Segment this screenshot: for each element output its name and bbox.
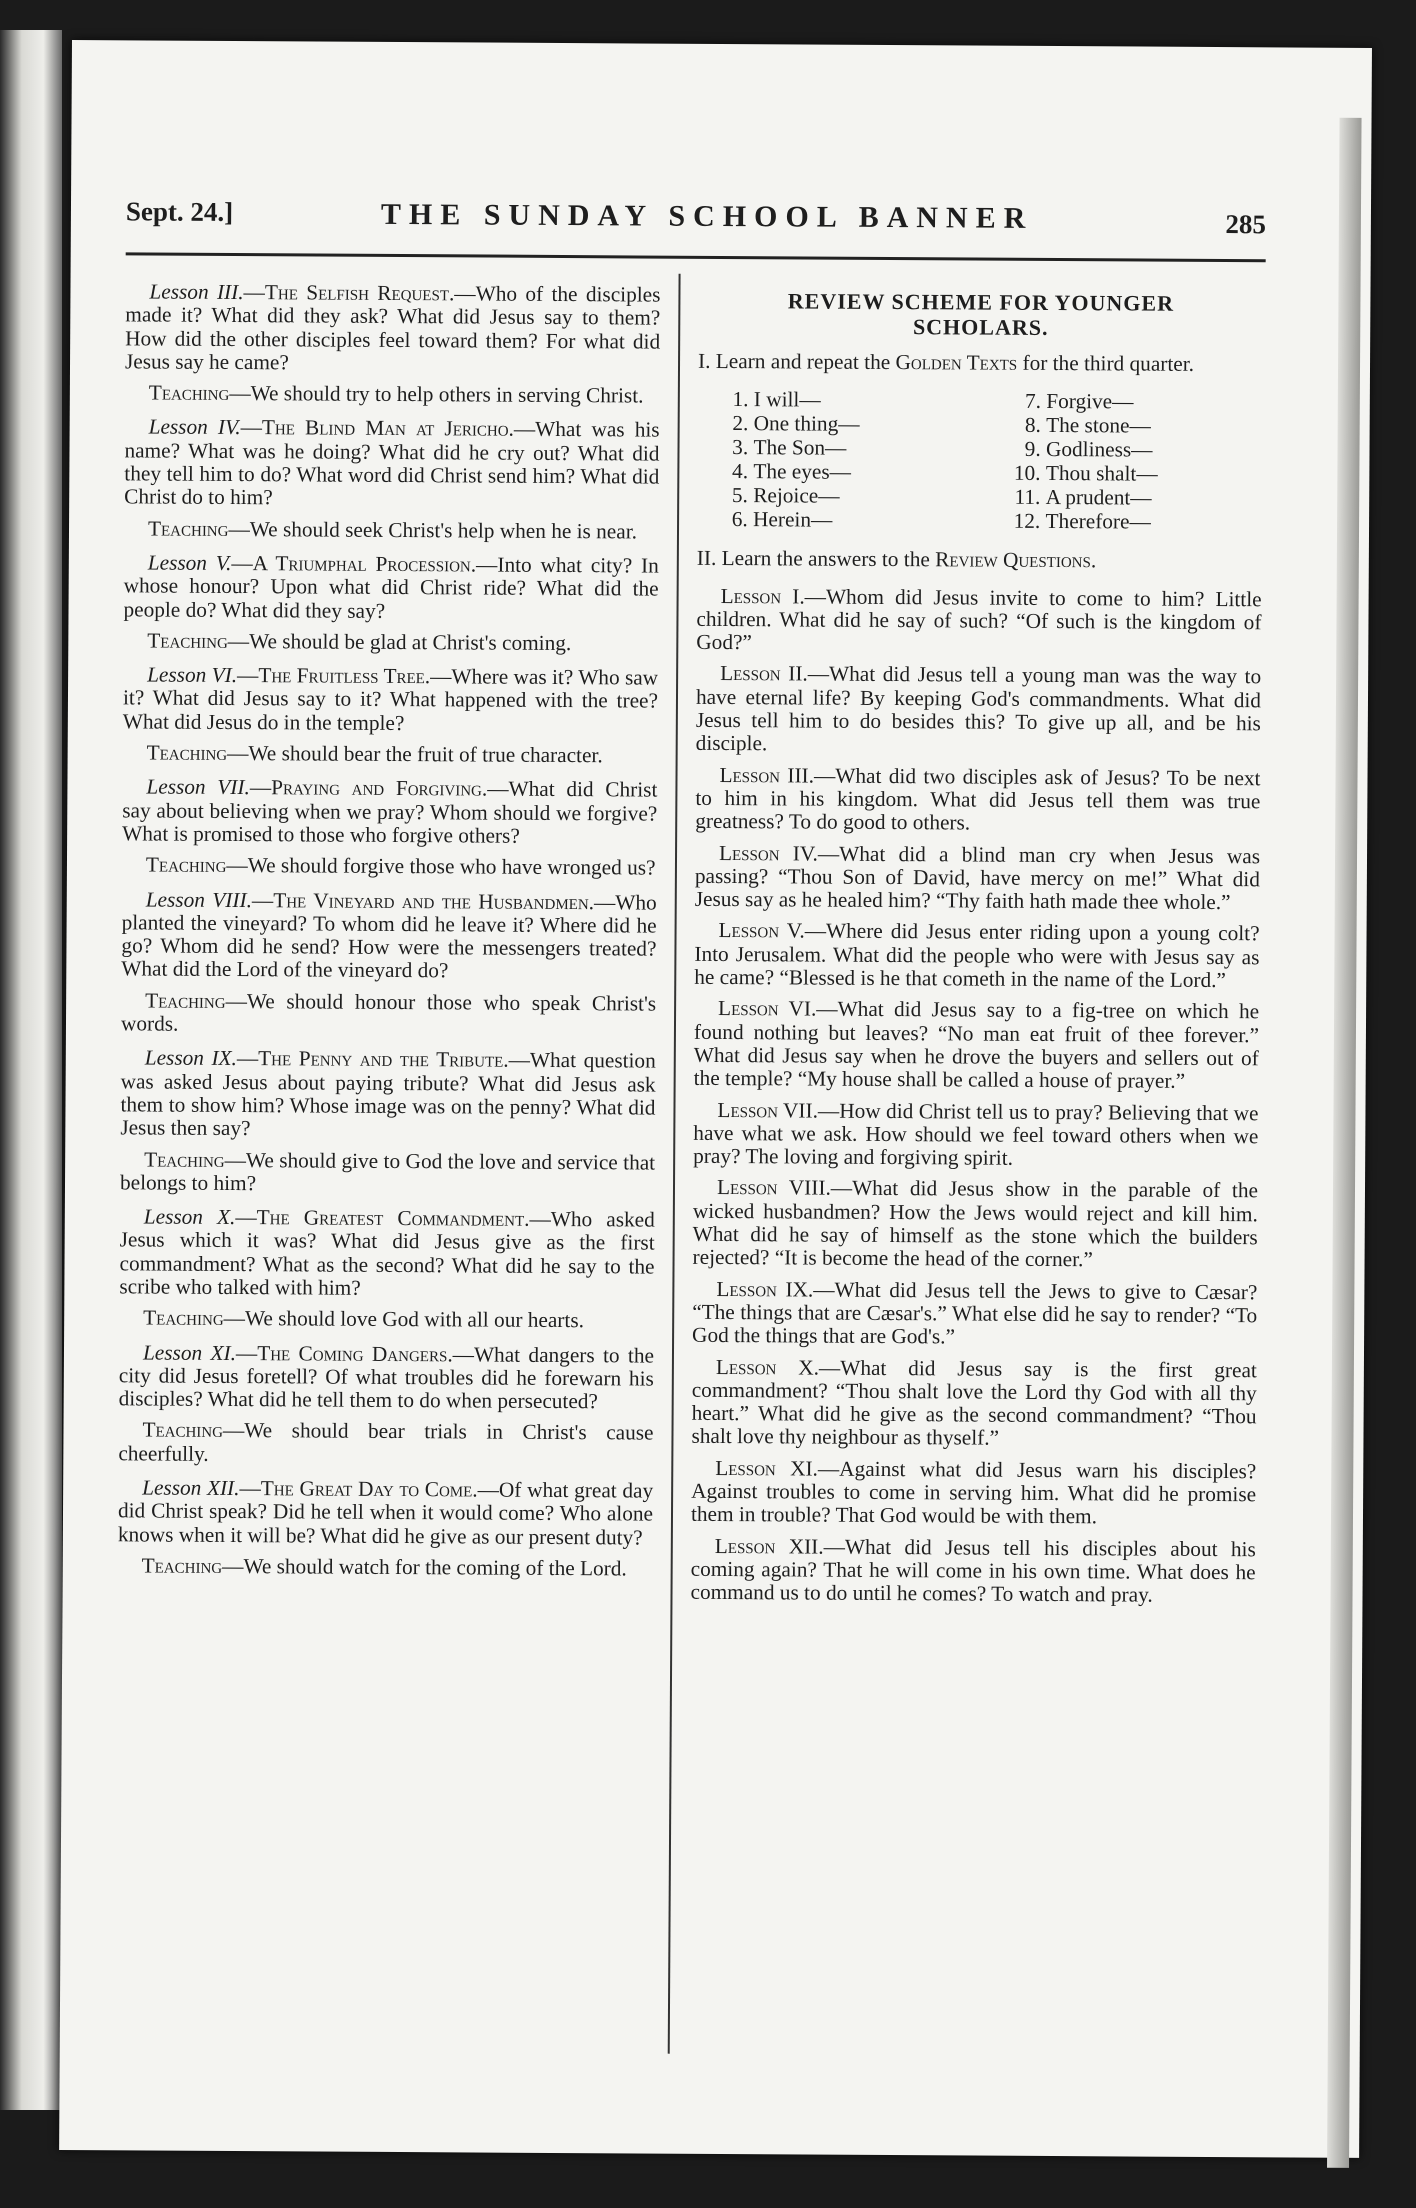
- dash: —: [430, 664, 452, 689]
- dash: —: [454, 281, 476, 306]
- column-divider: [668, 274, 681, 2054]
- dash: —: [222, 1553, 244, 1579]
- lesson-label: Lesson IX.: [144, 1045, 237, 1071]
- teaching-text: We should try to help others in serving Christ.: [250, 381, 644, 408]
- page-edge-shadow: [1327, 118, 1362, 2168]
- answer-text: What did Jesus tell his disciples about his coming again? That he will come in his own time. What does he command us to do until he comes? To watch and pray.: [690, 1534, 1256, 1607]
- answer-text: What did a blind man cry when Jesus was passing? “Thou Son of David, have mercy on me!” What did Jesus say as he healed him? “Thy faith hath made thee whole.”: [694, 841, 1261, 915]
- review-answer: [693, 1098, 1258, 1171]
- golden-text-item: 6. Herein—: [753, 507, 970, 532]
- teaching-line: [123, 741, 658, 768]
- answer-text: What did Jesus say is the first great commandment? “Thou shalt love the Lord thy God with all thy heart.” What did he give as the second commandment? “Thou shalt love thy neighbour as thyself.”: [691, 1355, 1257, 1451]
- dash: —: [452, 1341, 475, 1367]
- teaching-line: [122, 854, 657, 881]
- part-one-numeral: I.: [697, 348, 711, 373]
- golden-text-item: 8. The stone—: [1046, 413, 1263, 438]
- lesson-questions: What question was asked Jesus about paying tribute? What did Jesus ask them to show him? Whose image was on the penny? What did Jesus then say?: [120, 1048, 656, 1141]
- lesson-entry: [124, 416, 660, 512]
- teaching-text: We should give to God the love and service that belongs to him?: [119, 1147, 656, 1195]
- golden-texts-right: [1010, 389, 1263, 535]
- lesson-label: Lesson VII.: [146, 774, 250, 800]
- teaching-line: [124, 517, 659, 544]
- review-answer: [695, 841, 1260, 914]
- dash: —: [513, 417, 536, 442]
- teaching-label: Teaching: [146, 740, 228, 766]
- lesson-entry: [125, 280, 661, 376]
- lesson-label: Lesson III.: [149, 279, 244, 305]
- golden-text-item: 7. Forgive—: [1046, 389, 1263, 414]
- review-answer: [693, 1176, 1259, 1273]
- answer-lesson-label: Lesson IV.: [718, 840, 818, 866]
- golden-text-item: 12. Therefore—: [1046, 509, 1263, 534]
- lesson-title: Praying and Forgiving.: [271, 775, 488, 801]
- header-rule: [126, 252, 1266, 262]
- lesson-entry: [122, 776, 657, 849]
- golden-text-item: 10. Thou shalt—: [1046, 461, 1263, 486]
- dash: —: [487, 776, 509, 802]
- golden-text-item: 3. The Son—: [753, 435, 970, 460]
- teaching-line: [125, 382, 660, 409]
- teaching-text: We should seek Christ's help when he is near.: [249, 516, 638, 544]
- answer-lesson-label: Lesson III.: [719, 762, 815, 788]
- dash: —: [225, 988, 248, 1013]
- lesson-label: Lesson X.: [143, 1204, 236, 1230]
- review-answers: [690, 584, 1261, 1607]
- teaching-text: We should watch for the coming of the Lord.: [243, 1554, 627, 1581]
- teaching-line: [121, 989, 656, 1039]
- lesson-label: Lesson VI.: [147, 662, 238, 688]
- teaching-label: Teaching: [147, 516, 229, 541]
- answer-lesson-label: Lesson X.: [715, 1354, 820, 1380]
- teaching-label: Teaching: [144, 1146, 225, 1172]
- answer-lesson-label: Lesson II.: [720, 661, 808, 686]
- teaching-label: Teaching: [145, 988, 226, 1013]
- lesson-title: The Blind Man at Jericho.: [261, 415, 515, 442]
- teaching-label: Teaching: [147, 628, 228, 653]
- golden-text-item: 9. Godliness—: [1046, 437, 1263, 462]
- teaching-label: Teaching: [145, 852, 227, 878]
- golden-texts-list: [697, 387, 1263, 534]
- review-scheme-heading: REVIEW SCHEME FOR YOUNGER SCHOLARS.: [787, 288, 1175, 340]
- dash: —: [235, 1340, 258, 1365]
- golden-text-item: 1. I will—: [754, 387, 971, 412]
- lesson-entry: [123, 551, 658, 624]
- dash: —: [804, 584, 827, 609]
- dash: —: [816, 996, 838, 1022]
- teaching-line: [118, 1554, 653, 1581]
- answer-text: What did Jesus tell the Jews to give to Cæsar? “The things that are Cæsar's.” What else did he say to render? “To God the things that are God's.”: [692, 1277, 1258, 1349]
- lesson-questions: Who asked Jesus which it was? What did Jesus give as the first commandment? What as the second? What did he say to the scribe who talked with him?: [119, 1207, 655, 1300]
- answer-lesson-label: Lesson XI.: [715, 1455, 818, 1481]
- teaching-line: [120, 1148, 655, 1198]
- dash: —: [227, 628, 250, 653]
- answer-lesson-label: Lesson VII.: [717, 1097, 819, 1123]
- lesson-entry: [120, 1047, 656, 1143]
- dash: —: [251, 887, 274, 912]
- lesson-title: The Greatest Commandment.: [256, 1205, 530, 1231]
- answer-text: Against what did Jesus warn his disciples? Against troubles to come in serving him. What did he promise them in trouble? That God would be with them.: [690, 1456, 1257, 1529]
- lesson-questions: Of what great day did Christ speak? Did he tell when it would come? Who alone knows when it will be? What did he give as our present duty?: [117, 1477, 654, 1550]
- answer-lesson-label: Lesson VIII.: [716, 1175, 831, 1201]
- dash: —: [817, 1456, 840, 1481]
- review-answer: [696, 662, 1262, 759]
- answer-text: What did Jesus say to a fig-tree on which he found nothing but leaves? “No man eat fruit of thee forever.” What did Jesus say when he drove the buyers and sellers out of the temple? “My house shall be called a house of prayer.”: [693, 997, 1260, 1094]
- part-two-instruction: [697, 547, 1262, 574]
- dash: —: [813, 1277, 835, 1302]
- teaching-line: [118, 1419, 653, 1469]
- dash: —: [529, 1206, 551, 1232]
- part-two-text: Learn the answers to the: [721, 546, 930, 572]
- review-scheme-column: [690, 284, 1263, 1616]
- answer-text: What did Jesus tell a young man was the way to have eternal life? By keeping God's commandments. What did Jesus tell him to do besides this? To give up all, and be his disciple.: [695, 662, 1262, 756]
- review-answer: [690, 1534, 1255, 1607]
- lesson-label: Lesson XI.: [142, 1340, 237, 1365]
- review-answer: [691, 1456, 1256, 1529]
- dash: —: [231, 550, 253, 576]
- review-answer: [696, 584, 1261, 657]
- lesson-title: The Coming Dangers.: [257, 1340, 453, 1366]
- dash: —: [236, 663, 259, 688]
- lesson-entry: [119, 1205, 655, 1301]
- journal-title: THE SUNDAY SCHOOL BANNER: [380, 197, 1034, 235]
- lesson-title: A Triumphal Procession.: [252, 551, 477, 577]
- review-answer: [692, 1277, 1257, 1350]
- dash: —: [813, 763, 836, 788]
- dash: —: [823, 1534, 846, 1559]
- dash: —: [227, 741, 249, 766]
- dash: —: [224, 1147, 247, 1172]
- teaching-text: We should forgive those who have wronged us?: [247, 853, 656, 880]
- golden-text-item: 4. The eyes—: [753, 459, 970, 484]
- review-answer: [691, 1355, 1257, 1452]
- lesson-title: The Fruitless Tree.: [258, 663, 431, 689]
- teaching-text: We should be glad at Christ's coming.: [249, 628, 572, 655]
- lesson-questions: What was his name? What was he doing? What did he cry out? What did they tell him to do? What word did Christ send him? What did Christ do to him?: [124, 417, 660, 510]
- answer-text: What did Jesus show in the parable of the wicked husbandmen? How the Jews would reject and kill him. What did he say of himself as the stone which the builders rejected? “It is become the head of the corner.”: [692, 1176, 1259, 1272]
- dash: —: [818, 1355, 841, 1380]
- previous-page-edge: [0, 30, 62, 2110]
- lesson-questions: Who of the disciples made it? What did they ask? What did Jesus say to them? How did the other disciples feel toward them? For what did Jesus say he came?: [124, 281, 661, 375]
- part-one-instruction: [698, 350, 1263, 377]
- part-two-numeral: II.: [696, 546, 717, 571]
- golden-texts-term: Golden Texts: [895, 350, 1018, 375]
- lesson-title: The Great Day to Come.: [260, 1476, 478, 1502]
- dash: —: [228, 516, 250, 541]
- review-answer: [695, 763, 1260, 836]
- dash: —: [830, 1176, 853, 1201]
- answer-lesson-label: Lesson XII.: [714, 1533, 824, 1559]
- teaching-text: We should bear the fruit of true character.: [248, 741, 603, 768]
- teaching-label: Teaching: [142, 1417, 224, 1443]
- lesson-title: The Selfish Request.: [264, 280, 455, 306]
- dash: —: [807, 661, 830, 687]
- golden-text-item: 11. A prudent—: [1046, 485, 1263, 510]
- teaching-label: Teaching: [141, 1553, 223, 1578]
- dash: —: [817, 841, 840, 866]
- teaching-label: Teaching: [148, 380, 230, 406]
- answer-text: Where did Jesus enter riding upon a young colt? Into Jerusalem. What did the people who were with Jesus say as he came? “Blessed is he that cometh in the name of the Lord.”: [694, 919, 1260, 993]
- lesson-entry: [121, 888, 657, 984]
- lesson-entry: [118, 1476, 653, 1549]
- answer-lesson-label: Lesson IX.: [716, 1276, 814, 1302]
- header-date: Sept. 24.]: [125, 196, 234, 227]
- book-page: [59, 40, 1372, 2158]
- dash: —: [249, 775, 272, 800]
- lesson-label: Lesson VIII.: [145, 886, 253, 912]
- lesson-questions-column: [118, 280, 661, 1591]
- dash: —: [240, 415, 263, 440]
- lesson-title: The Vineyard and the Husbandmen.: [273, 887, 595, 914]
- review-answer: [694, 919, 1259, 992]
- lesson-label: Lesson XII.: [142, 1475, 240, 1501]
- answer-text: What did two disciples ask of Jesus? To be next to him in his kingdom. What did Jesus tell them was true greatness? To do good to others.: [695, 763, 1261, 835]
- dash: —: [804, 918, 827, 944]
- lesson-questions: What dangers to the city did Jesus foretell? Of what troubles did he forewarn his disciples? What did he tell them to do when persecuted?: [118, 1342, 655, 1414]
- dash: —: [229, 381, 251, 406]
- lesson-questions: Into what city? In whose honour? Upon what did Christ ride? What did the people do? What did they say?: [123, 552, 659, 623]
- lesson-entry: [123, 663, 658, 736]
- golden-text-item: 5. Rejoice—: [753, 483, 970, 508]
- golden-text-item: 2. One thing—: [754, 411, 971, 436]
- dash: —: [222, 1418, 245, 1443]
- dash: —: [243, 280, 265, 305]
- answer-lesson-label: Lesson VI.: [718, 996, 817, 1021]
- lesson-entry: [119, 1341, 654, 1414]
- golden-texts-left: [717, 387, 970, 533]
- review-questions-term: Review Questions.: [935, 547, 1097, 573]
- teaching-line: [123, 629, 658, 656]
- teaching-text: We should love God with all our hearts.: [244, 1306, 585, 1333]
- dash: —: [593, 889, 616, 914]
- teaching-text: We should bear trials in Christ's cause cheerfully.: [118, 1418, 654, 1466]
- dash: —: [817, 1098, 840, 1123]
- part-one-text: Learn and repeat the: [715, 348, 891, 375]
- review-answer: [694, 997, 1260, 1094]
- dash: —: [477, 1477, 500, 1502]
- dash: —: [235, 1205, 257, 1230]
- lesson-questions: Who planted the vineyard? To whom did he leave it? Where did he go? Whom did he send? How were the messengers treated? What did the Lord of the vineyard do?: [121, 889, 657, 983]
- teaching-line: [119, 1307, 654, 1334]
- dash: —: [508, 1047, 531, 1073]
- answer-lesson-label: Lesson V.: [718, 918, 805, 943]
- running-header: [126, 190, 1266, 249]
- lesson-title: The Penny and the Tribute.: [258, 1046, 509, 1072]
- part-one-text-after: for the third quarter.: [1022, 350, 1195, 376]
- lesson-label: Lesson IV.: [148, 414, 241, 440]
- dash: —: [226, 853, 248, 878]
- page-number: 285: [1225, 209, 1266, 240]
- lesson-questions: Where was it? Who saw it? What did Jesus say to it? What happened with the tree? What did Jesus do in the temple?: [122, 664, 659, 735]
- dash: —: [476, 552, 498, 577]
- answer-text: Whom did Jesus invite to come to him? Little children. What did he say of such? “Of such is the kingdom of God?”: [696, 584, 1262, 655]
- dash: —: [223, 1306, 246, 1331]
- lesson-questions: What did Christ say about believing when we pray? Whom should we forgive? What is promised to those who forgive others?: [122, 777, 658, 848]
- answer-text: How did Christ tell us to pray? Believing that we have what we ask. How should we feel toward others when we pray? The loving and forgiving spirit.: [693, 1098, 1259, 1170]
- teaching-label: Teaching: [143, 1305, 224, 1331]
- dash: —: [239, 1476, 261, 1501]
- dash: —: [236, 1046, 259, 1071]
- answer-lesson-label: Lesson I.: [720, 583, 805, 609]
- lesson-label: Lesson V.: [147, 550, 232, 575]
- teaching-text: We should honour those who speak Christ's words.: [120, 988, 657, 1036]
